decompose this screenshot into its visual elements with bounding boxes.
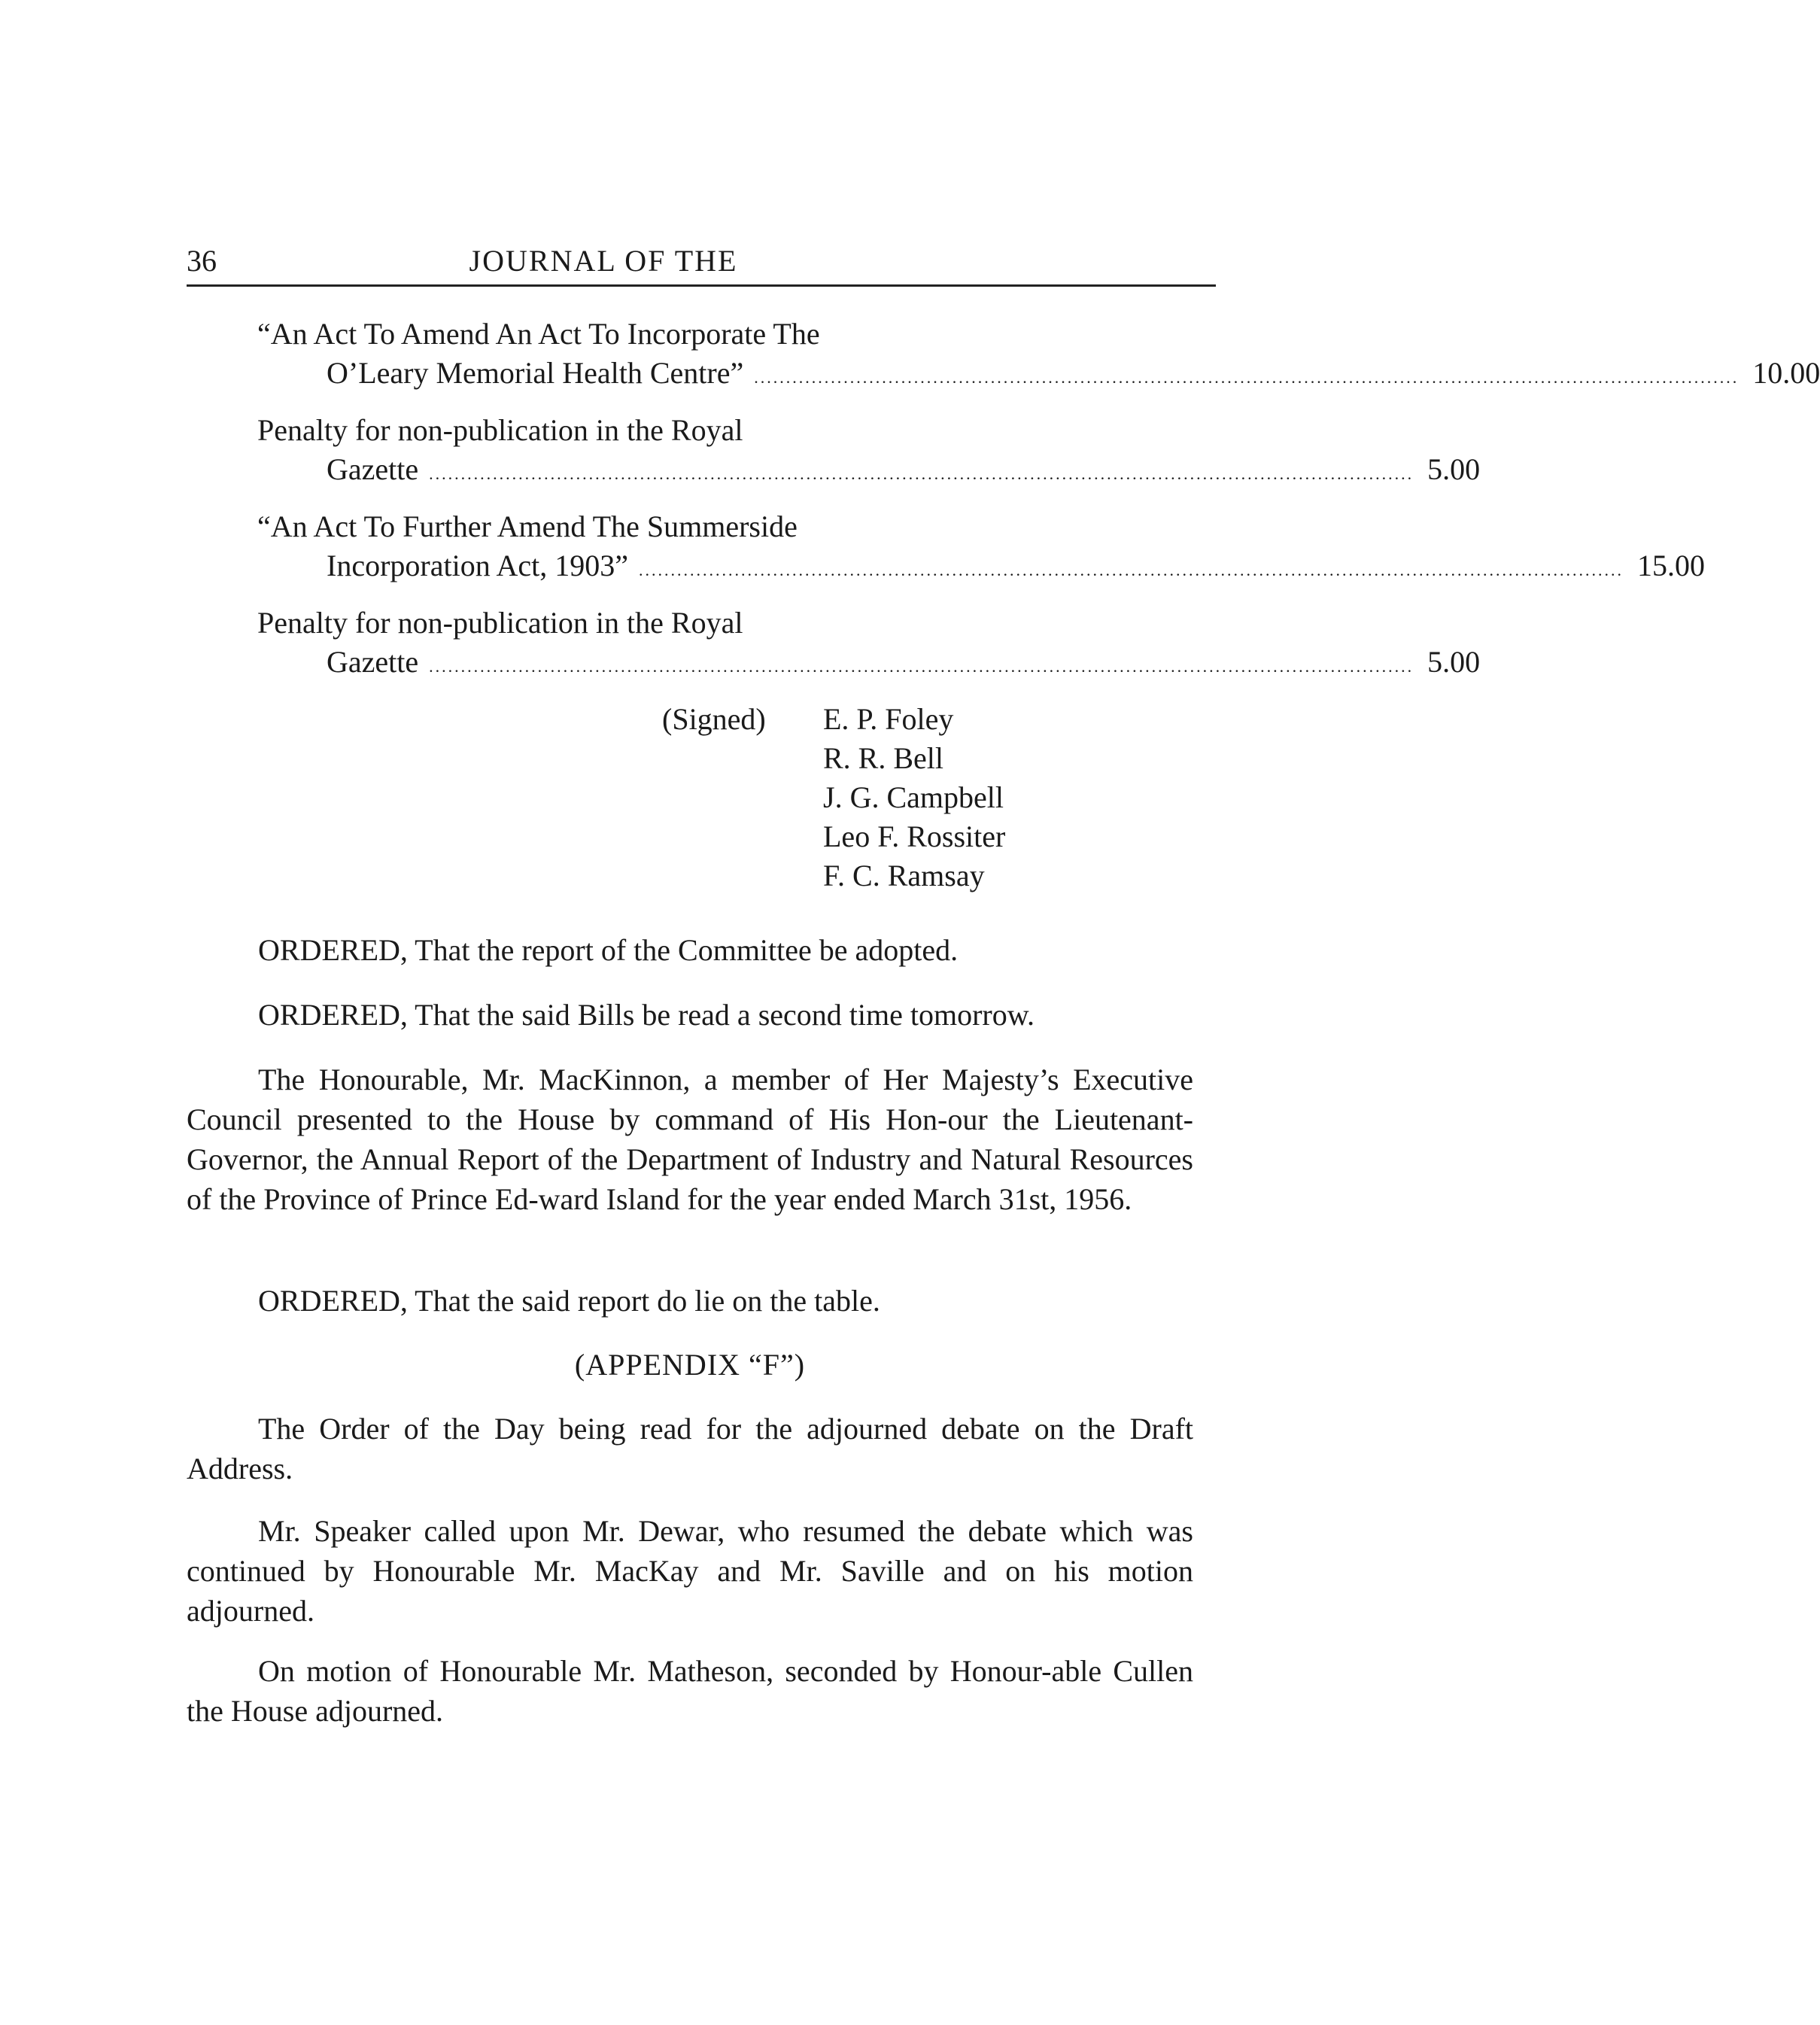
entry-title-line-2: O’Leary Memorial Health Centre” bbox=[327, 356, 744, 390]
entry-title-line-1: Penalty for non-publication in the Royal bbox=[257, 413, 743, 447]
fee-entry bbox=[257, 507, 1705, 590]
entry-title-line-2: Gazette bbox=[327, 452, 419, 486]
dot-leader: .......................................................................................................................................................... bbox=[754, 368, 1739, 387]
paragraph-annual-report: The Honourable, Mr. MacKinnon, a member of Her Majesty’s Executive Council presented to the House by command of His Hon-our the Lieutenant-Governor, the Annual Report of the Department of Industry and Natural Resources of the Province of Prince Ed-ward Island for the year ended March 31st, 1956. bbox=[187, 1063, 1193, 1216]
signed-label: (Signed) bbox=[662, 702, 766, 736]
page-header bbox=[187, 239, 1216, 283]
appendix-heading: (APPENDIX “F”) bbox=[574, 1348, 806, 1382]
signer-name: F. C. Ramsay bbox=[823, 859, 985, 892]
fee-entry bbox=[257, 411, 1481, 494]
paragraph-ordered-report-adopted: ORDERED, That the report of the Committee be adopted. bbox=[258, 933, 959, 967]
fee-entry bbox=[257, 315, 1820, 397]
paragraph-house-adjourned: On motion of Honourable Mr. Matheson, seconded by Honour-able Cullen the House adjourned. bbox=[187, 1654, 1193, 1728]
paragraph-ordered-lie-on-table: ORDERED, That the said report do lie on the table. bbox=[258, 1284, 880, 1318]
running-head: JOURNAL OF THE bbox=[469, 244, 738, 278]
fee-entry bbox=[257, 604, 1481, 686]
paragraph-ordered-second-reading: ORDERED, That the said Bills be read a second time tomorrow. bbox=[258, 998, 1035, 1032]
entry-amount: 5.00 bbox=[1427, 645, 1481, 679]
signer-name: J. G. Campbell bbox=[823, 780, 1004, 814]
page-number: 36 bbox=[187, 244, 217, 278]
dot-leader: .......................................................................................................................................................... bbox=[429, 657, 1414, 676]
entry-title-line-1: “An Act To Further Amend The Summerside bbox=[257, 509, 798, 543]
entry-amount: 5.00 bbox=[1427, 452, 1481, 486]
entry-title-line-1: Penalty for non-publication in the Royal bbox=[257, 606, 743, 640]
paragraph-order-of-the-day: The Order of the Day being read for the adjourned debate on the Draft Address. bbox=[187, 1412, 1193, 1485]
paragraph-debate-resumed: Mr. Speaker called upon Mr. Dewar, who resumed the debate which was continued by Honourable Mr. MacKay and Mr. Saville and on his motion adjourned. bbox=[187, 1514, 1193, 1628]
entry-amount: 10.00 bbox=[1752, 356, 1820, 390]
entry-title-line-1: “An Act To Amend An Act To Incorporate The bbox=[257, 317, 820, 351]
entry-title-line-2: Incorporation Act, 1903” bbox=[327, 549, 628, 582]
dot-leader: .......................................................................................................................................................... bbox=[639, 561, 1624, 579]
header-rule bbox=[187, 284, 1216, 287]
signer-name: R. R. Bell bbox=[823, 741, 944, 775]
entry-amount: 15.00 bbox=[1637, 549, 1705, 582]
dot-leader: .......................................................................................................................................................... bbox=[429, 464, 1414, 483]
entry-title-line-2: Gazette bbox=[327, 645, 419, 679]
signer-name: E. P. Foley bbox=[823, 702, 954, 736]
signer-name: Leo F. Rossiter bbox=[823, 819, 1006, 853]
signature-block bbox=[823, 700, 1005, 895]
